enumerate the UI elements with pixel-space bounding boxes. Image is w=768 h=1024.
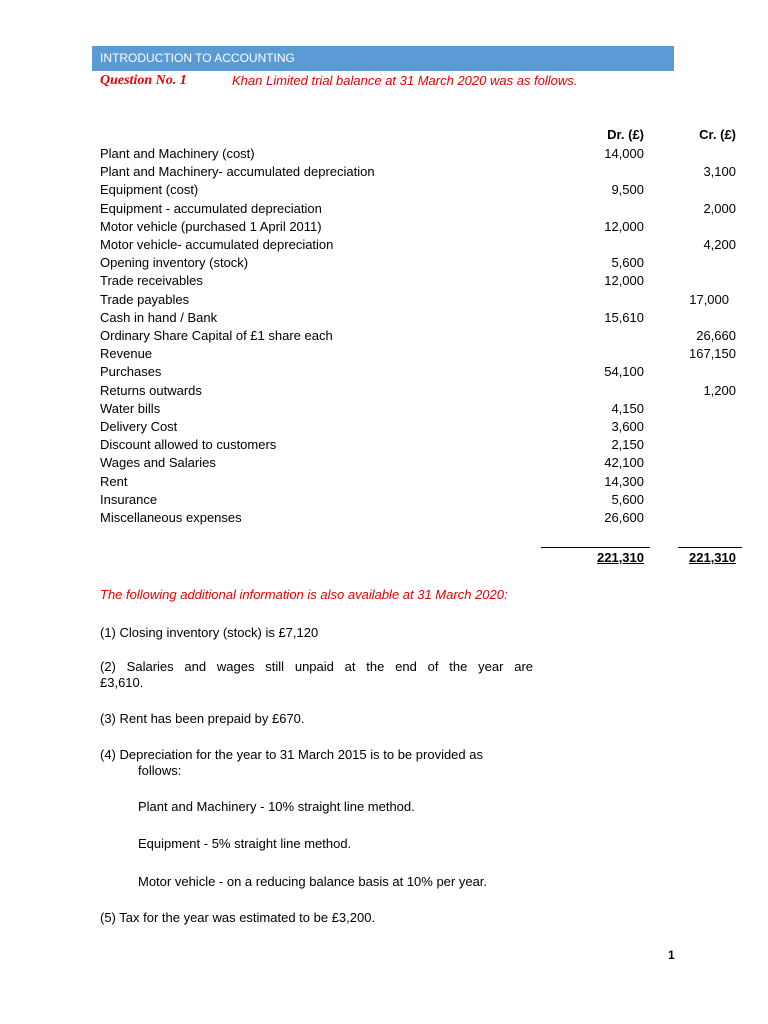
dr-amount: 2,150 — [611, 437, 644, 453]
cr-amount: 4,200 — [703, 237, 736, 252]
cr-total-rule — [678, 547, 742, 548]
table-row — [100, 272, 740, 290]
page-number: 1 — [668, 948, 675, 962]
info-item-5: (5) Tax for the year was estimated to be £3,200. — [100, 910, 376, 925]
row-label: Cash in hand / Bank — [100, 309, 218, 325]
table-row — [100, 236, 740, 254]
section-header: INTRODUCTION TO ACCOUNTING — [92, 46, 674, 71]
table-row — [100, 309, 740, 327]
row-label: Water bills — [100, 400, 161, 416]
info-item-4-sub1: Plant and Machinery - 10% straight line method. — [138, 799, 415, 814]
info-item-4-sub2: Equipment - 5% straight line method. — [138, 836, 352, 851]
table-row — [100, 491, 740, 509]
cr-amount: 2,000 — [703, 200, 736, 216]
dr-amount: 15,610 — [604, 309, 644, 325]
dr-amount: 12,000 — [604, 273, 644, 289]
table-row — [100, 145, 740, 163]
info-item-1: (1) Closing inventory (stock) is £7,120 — [100, 625, 319, 640]
table-row — [100, 163, 740, 181]
info-item-2-line1: (2) Salaries and wages still unpaid at the end of the year are — [100, 659, 533, 674]
table-row — [100, 200, 740, 218]
info-item-4-line2: follows: — [138, 763, 182, 778]
row-label: Plant and Machinery (cost) — [100, 146, 255, 161]
row-label: Rent — [100, 473, 128, 489]
row-label: Equipment (cost) — [100, 182, 199, 198]
table-row — [100, 418, 740, 436]
cr-amount: 1,200 — [703, 382, 736, 398]
dr-total-rule — [541, 547, 650, 548]
question-label: Question No. 1 — [100, 73, 187, 88]
dr-amount: 9,500 — [611, 182, 644, 198]
dr-amount: 4,150 — [611, 400, 644, 416]
additional-info-heading: The following additional information is also available at 31 March 2020: — [100, 587, 508, 602]
dr-amount: 5,600 — [611, 491, 644, 507]
row-label: Motor vehicle- accumulated depreciation — [100, 237, 334, 252]
row-label: Wages and Salaries — [100, 455, 216, 471]
row-label: Returns outwards — [100, 382, 202, 398]
row-label: Insurance — [100, 491, 158, 507]
info-item-2-line2: £3,610. — [100, 675, 144, 690]
dr-amount: 26,600 — [604, 510, 644, 525]
dr-amount: 12,000 — [604, 218, 644, 234]
dr-amount: 54,100 — [604, 364, 644, 380]
table-row — [100, 254, 740, 272]
row-label: Revenue — [100, 346, 153, 362]
info-item-3: (3) Rent has been prepaid by £670. — [100, 711, 305, 726]
dr-column-header: Dr. (£) — [607, 127, 644, 142]
question-text: Khan Limited trial balance at 31 March 2020 was as follows. — [232, 73, 578, 88]
cr-total: 221,310 — [689, 550, 736, 565]
dr-total: 221,310 — [597, 550, 644, 565]
table-row — [100, 218, 740, 236]
row-label: Plant and Machinery- accumulated depreciation — [100, 164, 375, 180]
table-row — [100, 291, 740, 309]
row-label: Motor vehicle (purchased 1 April 2011) — [100, 218, 322, 234]
table-row — [100, 454, 740, 472]
info-item-4-sub3: Motor vehicle - on a reducing balance basis at 10% per year. — [138, 874, 488, 889]
row-label: Purchases — [100, 364, 162, 380]
row-label: Equipment - accumulated depreciation — [100, 200, 322, 216]
table-row — [100, 436, 740, 454]
question-line — [100, 72, 578, 89]
row-label: Miscellaneous expenses — [100, 510, 242, 525]
row-label: Trade receivables — [100, 273, 203, 289]
table-row — [100, 181, 740, 199]
dr-amount: 14,300 — [604, 473, 644, 489]
row-label: Ordinary Share Capital of £1 share each — [100, 328, 333, 343]
cr-amount: 167,150 — [689, 346, 736, 362]
table-row — [100, 382, 740, 400]
table-row — [100, 327, 740, 345]
cr-amount: 26,660 — [696, 328, 736, 343]
cr-amount: 3,100 — [703, 164, 736, 180]
info-item-4-line1: (4) Depreciation for the year to 31 March 2015 is to be provided as — [100, 747, 483, 762]
row-label: Trade payables — [100, 291, 190, 307]
dr-amount: 5,600 — [611, 255, 644, 271]
row-label: Delivery Cost — [100, 419, 178, 434]
table-row — [100, 509, 740, 527]
dr-amount: 14,000 — [604, 146, 644, 161]
table-row — [100, 473, 740, 491]
row-label: Opening inventory (stock) — [100, 255, 249, 271]
row-label: Discount allowed to customers — [100, 437, 277, 453]
dr-amount: 3,600 — [611, 419, 644, 434]
table-row — [100, 400, 740, 418]
table-row — [100, 345, 740, 363]
cr-amount: 17,000 — [689, 291, 729, 307]
table-row — [100, 363, 740, 381]
dr-amount: 42,100 — [604, 455, 644, 471]
cr-column-header: Cr. (£) — [699, 127, 736, 142]
